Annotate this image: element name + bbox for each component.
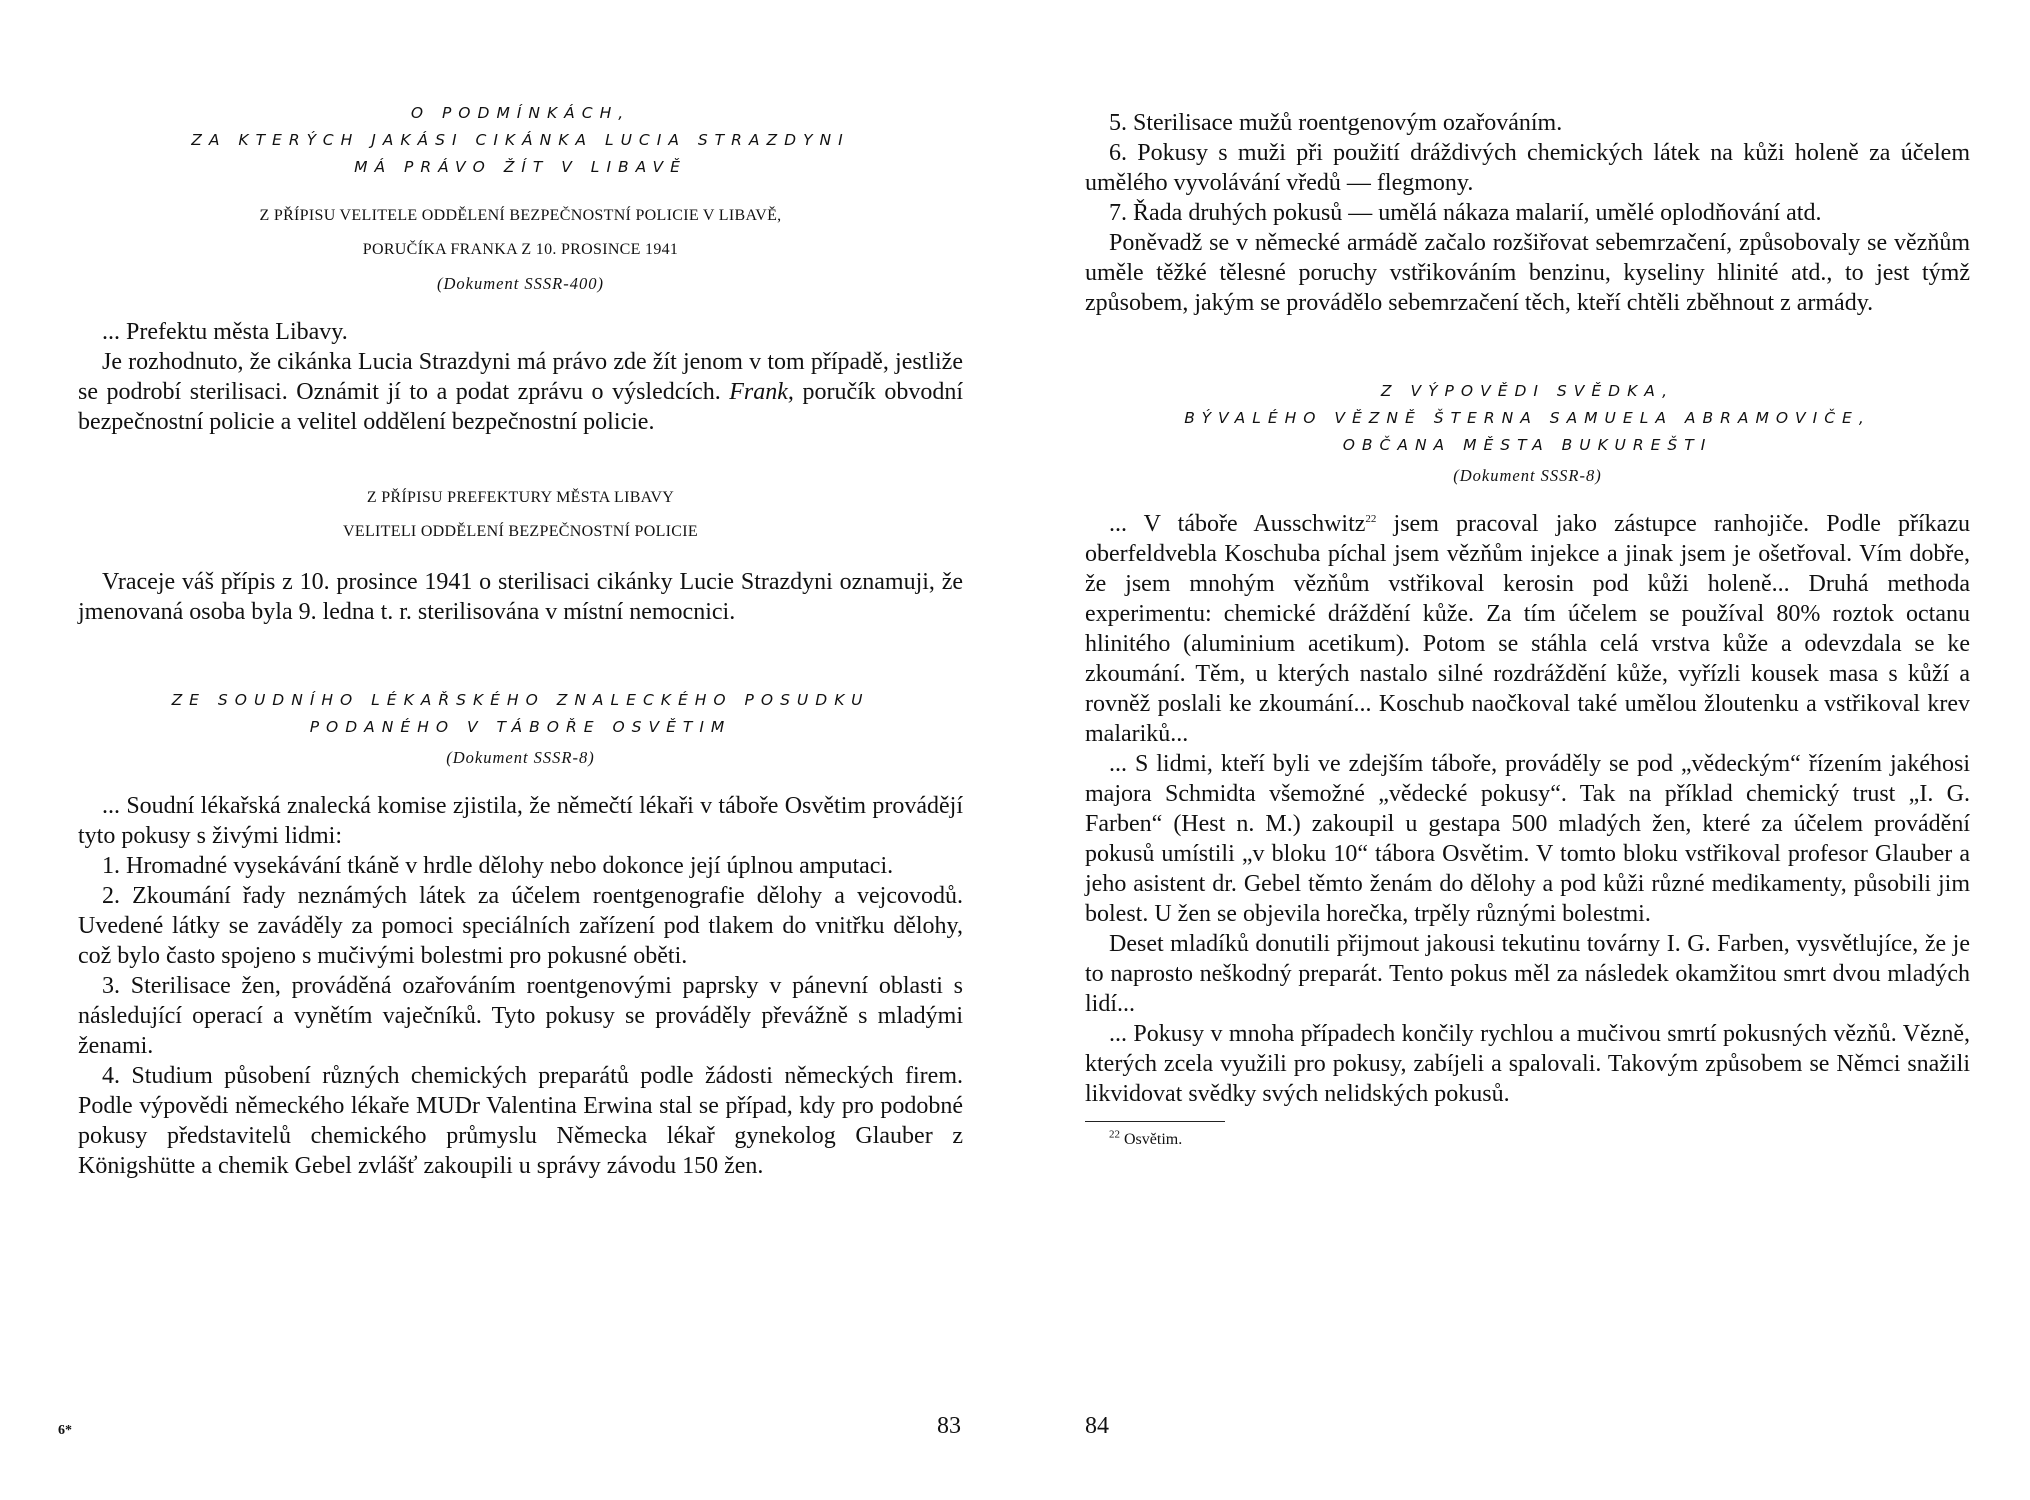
footnote-rule xyxy=(1085,1121,1225,1122)
paragraph: 6. Pokusy s muži při použití dráždivých chemických látek na kůži holeně za účelem umělého vyvolávání vředů — flegmony. xyxy=(1085,140,1970,196)
source-line: VELITELI ODDĚLENÍ BEZPEČNOSTNÍ POLICIE xyxy=(343,523,698,540)
document-reference: (Dokument SSSR-8) xyxy=(446,748,595,767)
page-number: 83 xyxy=(937,1413,961,1439)
page-number: 84 xyxy=(1085,1413,1109,1439)
paragraph: 5. Sterilisace mužů roentgenovým ozařováním. xyxy=(1109,110,1563,136)
heading-line: OBČANA MĚSTA BUKUREŠTI xyxy=(1342,436,1713,454)
section-heading-osvetim xyxy=(78,687,963,741)
paragraph: ... Soudní lékařská znalecká komise zjistila, že němečtí lékaři v táboře Osvětim provádějí tyto pokusy s živými lidmi: xyxy=(78,793,963,849)
text-run: Je rozhodnuto, že cikánka Lucia Strazdyni má právo zde žít jenom v tom případě, jestliže se podrobí sterilisaci. Oznámit jí to a podat zprávu o výsledcích. xyxy=(78,349,963,405)
footnote-text: Osvětim. xyxy=(1120,1131,1183,1148)
paragraph: Deset mladíků donutili přijmout jakousi tekutinu továrny I. G. Farben, vysvětlujíce, že je to naprosto neškodný preparát. Tento pokus měl za následek okamžitou smrt dvou mladých lidí... xyxy=(1085,931,1970,1017)
document-reference: (Dokument SSSR-8) xyxy=(1453,466,1602,485)
heading-line: O PODMÍNKÁCH, xyxy=(410,104,631,122)
paragraph: 2. Zkoumání řady neznámých látek za účelem roentgenografie dělohy a vejcovodů. Uvedené látky se zaváděly za pomoci speciálních zařízení pod tlakem do vnitřku dělohy, což bylo často spojeno s mučivými bolestmi pro pokusné oběti. xyxy=(78,883,963,969)
heading-line: PODANÉHO V TÁBOŘE OSVĚTIM xyxy=(309,718,732,736)
section-heading-strazdyni xyxy=(78,100,963,181)
heading-line: Z VÝPOVĚDI SVĚDKA, xyxy=(1380,382,1675,400)
footnote xyxy=(1109,1130,1970,1150)
section-heading-abramovic xyxy=(1085,378,1970,459)
paragraph: ... S lidmi, kteří byli ve zdejším táboře, prováděly se pod „vědeckým“ řízením jakéhosi majora Schmidta všemožné „vědecké pokusy“. Tak na příklad chemický trust „I. G. Farben“ (Hest n. M.) zakoupil u gestapa 500 mladých žen, které za účelem provádění pokusů umístili „v bloku 10“ tábora Osvětim. V tomto bloku vstřikoval profesor Glauber a jeho asistent dr. Gebel těmto ženám do dělohy a pod kůži různé medikamenty, působili jim bolest. U žen se objevila horečka, trpěly různými bolestmi. xyxy=(1085,751,1970,927)
footnote-mark: 22 xyxy=(1109,1128,1120,1141)
right-text-column xyxy=(1085,108,1970,1150)
paragraph: Poněvadž se v německé armádě začalo rozšiřovat sebemrzačení, způsobovaly se vězňům uměle těžké tělesné poruchy vstřikováním benzinu, kyseliny hlinité atd., to jest týmž způsobem, jakým se provádělo sebemrzačení těch, kteří chtěli zběhnout z armády. xyxy=(1085,230,1970,316)
source-line: Z PŘÍPISU VELITELE ODDĚLENÍ BEZPEČNOSTNÍ POLICIE V LIBAVĚ, xyxy=(259,207,782,224)
heading-line: ZA KTERÝCH JAKÁSI CIKÁNKA LUCIA STRAZDYNI xyxy=(191,131,850,149)
paragraph: 4. Studium působení různých chemických preparátů podle žádosti německých firem. Podle výpovědi německého lékaře MUDr Valentina Erwina stal se případ, kdy pro podobné pokusy představitelů chemického průmyslu Německa lékař gynekolog Glauber z Königshütte a chemik Gebel zvlášť zakoupili u správy závodu 150 žen. xyxy=(78,1063,963,1179)
paragraph: Vraceje váš přípis z 10. prosince 1941 o sterilisaci cikánky Lucie Strazdyni oznamuji, že jmenovaná osoba byla 9. ledna t. r. sterilisována v místní nemocnici. xyxy=(78,569,963,625)
paragraph: 1. Hromadné vysekávání tkáně v hrdle dělohy nebo dokonce její úplnou amputaci. xyxy=(102,853,894,879)
heading-line: BÝVALÉHO VĚZNĚ ŠTERNA SAMUELA ABRAMOVIČE, xyxy=(1184,409,1871,427)
source-line: PORUČÍKA FRANKA Z 10. PROSINCE 1941 xyxy=(362,241,679,258)
signatory-name: Frank, xyxy=(729,379,794,405)
source-line: Z PŘÍPISU PREFEKTURY MĚSTA LIBAVY xyxy=(366,489,675,506)
paragraph: 3. Sterilisace žen, prováděná ozařováním roentgenovými paprsky v pánevní oblasti s následující operací a vynětím vaječníků. Tyto pokusy se prováděly převážně s mladými ženami. xyxy=(78,973,963,1059)
paragraph: ... Prefektu města Libavy. xyxy=(102,319,348,345)
paragraph: 7. Řada druhých pokusů — umělá nákaza malarií, umělé oplodňování atd. xyxy=(1109,200,1822,226)
text-run: poručík obvodní bezpečnostní policie a velitel oddělení bezpečnostní policie. xyxy=(78,379,963,435)
signature-mark: 6* xyxy=(58,1423,72,1438)
left-text-column xyxy=(78,100,963,1181)
heading-line: MÁ PRÁVO ŽÍT V LIBAVĚ xyxy=(354,158,687,176)
heading-line: ZE SOUDNÍHO LÉKAŘSKÉHO ZNALECKÉHO POSUDKU xyxy=(171,691,870,709)
right-page xyxy=(1015,0,2030,1500)
footnote-ref: 22 xyxy=(1365,513,1377,525)
paragraph: ... Pokusy v mnoha případech končily rychlou a mučivou smrtí pokusných vězňů. Vězně, kterých zcela využili pro pokusy, zabíjeli a spalovali. Takovým způsobem se Němci snažili likvidovat svědky svých nelidských pokusů. xyxy=(1085,1021,1970,1107)
text-run: ... V táboře Ausschwitz xyxy=(1109,511,1366,537)
paragraph xyxy=(78,347,963,437)
paragraph xyxy=(1085,509,1970,749)
document-reference: (Dokument SSSR-400) xyxy=(436,274,604,293)
text-run: jsem pracoval jako zástupce ranhojiče. Podle příkazu oberfeldvebla Koschuba píchal jsem vězňům injekce a jinak jsem je ošetřoval. Vím dobře, že jsem mnohým vězňům vstřikoval kerosin pod kůži holeně... Druhá methoda experimentu: chemické dráždění kůže. Za tím účelem se používal 80% roztok octanu hlinitého (aluminium acetikum). Potom se stáhla celá vrstva kůže a odevzdala se ke zkoumání. Těm, u kterých nastalo silné rozdráždění kůže, vyřízli kousek masa s kůží a rovněž poslali ke zkoumání... Koschub naočkoval také umělou žloutenku a vstřikoval krev malariků... xyxy=(1085,511,1970,747)
